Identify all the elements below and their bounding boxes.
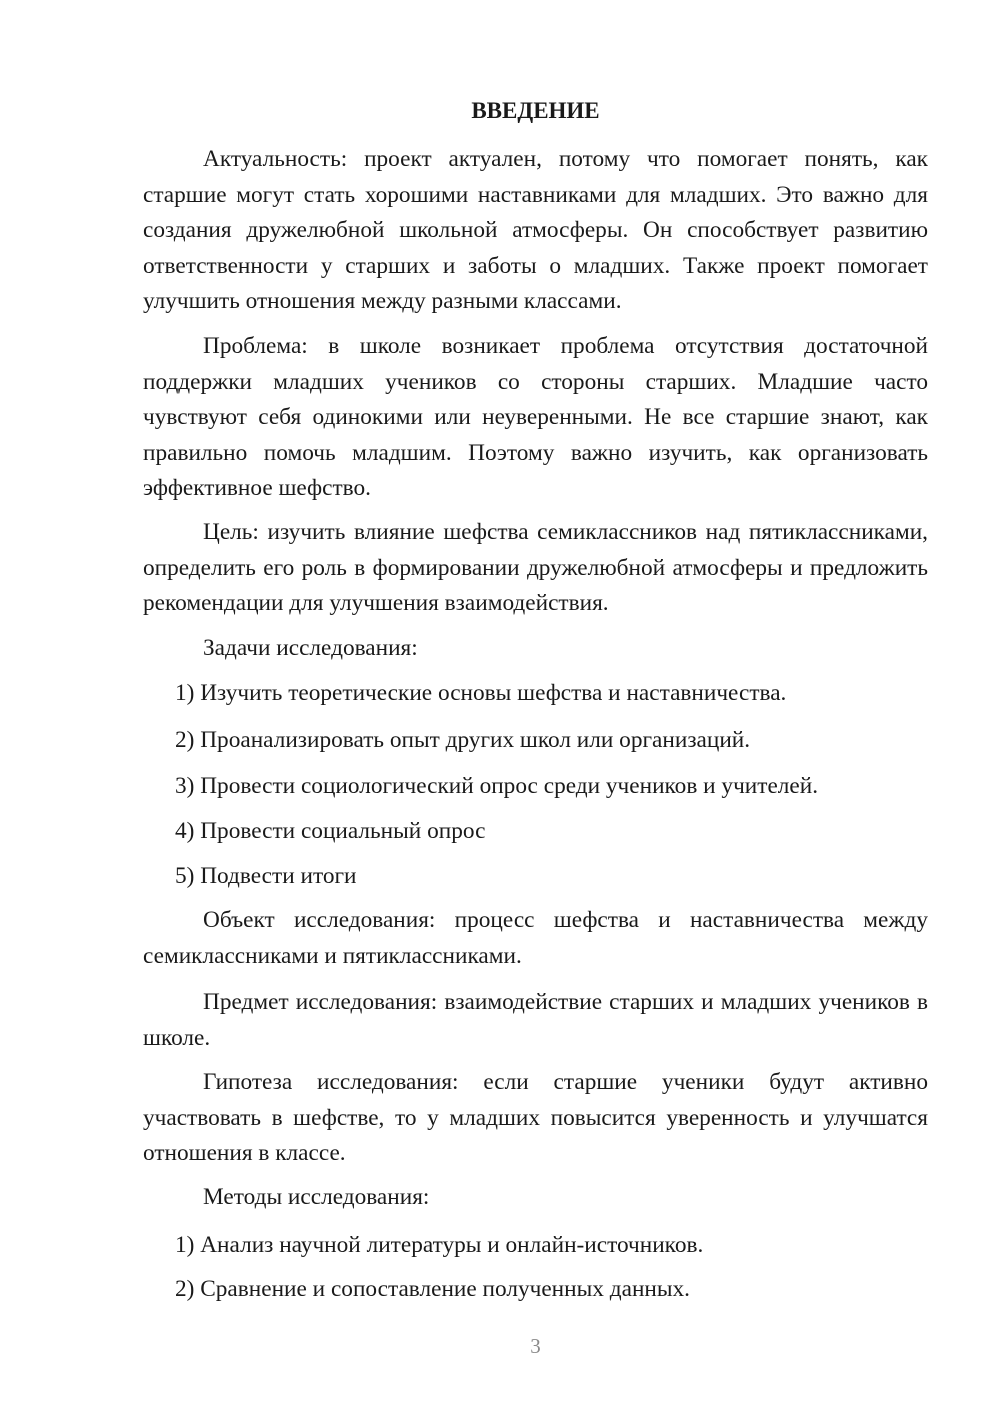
goal-paragraph: Цель: изучить влияние шефства семиклассников над пятиклассниками, определить его роль в формировании дружелюбной атмосферы и предложить рекомендации для улучшения взаимодействия. (143, 519, 928, 616)
page-number: 3 (530, 1334, 541, 1358)
method-item: 2) Сравнение и сопоставление полученных данных. (175, 1276, 690, 1302)
task-item: 4) Провести социальный опрос (175, 818, 486, 844)
actuality-paragraph: Актуальность: проект актуален, потому что помогает понять, как старшие могут стать хорошими наставниками для младших. Это важно для создания дружелюбной школьной атмосферы. Он способствует развитию ответственности у старших и заботы о младших. Также проект помогает улучшить отношения между разными классами. (143, 146, 928, 314)
tasks-heading: Задачи исследования: (203, 635, 418, 661)
object-paragraph: Объект исследования: процесс шефства и наставничества между семиклассниками и пятиклассниками. (143, 907, 928, 969)
task-item: 2) Проанализировать опыт других школ или организаций. (175, 727, 751, 753)
task-item: 5) Подвести итоги (175, 863, 357, 889)
subject-paragraph: Предмет исследования: взаимодействие старших и младших учеников в школе. (143, 989, 928, 1051)
task-item: 1) Изучить теоретические основы шефства и наставничества. (175, 680, 787, 706)
document-page (143, 0, 928, 1414)
problem-paragraph: Проблема: в школе возникает проблема отсутствия достаточной поддержки младших учеников со стороны старших. Младшие часто чувствуют себя одинокими или неуверенными. Не все старшие знают, как правильно помочь младшим. Поэтому важно изучить, как организовать эффективное шефство. (143, 333, 928, 501)
hypothesis-paragraph: Гипотеза исследования: если старшие ученики будут активно участвовать в шефстве, то у младших повысится уверенность и улучшатся отношения в классе. (143, 1069, 928, 1166)
section-title: ВВЕДЕНИЕ (471, 98, 600, 123)
task-item: 3) Провести социологический опрос среди учеников и учителей. (175, 773, 819, 799)
method-item: 1) Анализ научной литературы и онлайн-источников. (175, 1232, 704, 1258)
methods-heading: Методы исследования: (203, 1184, 430, 1210)
